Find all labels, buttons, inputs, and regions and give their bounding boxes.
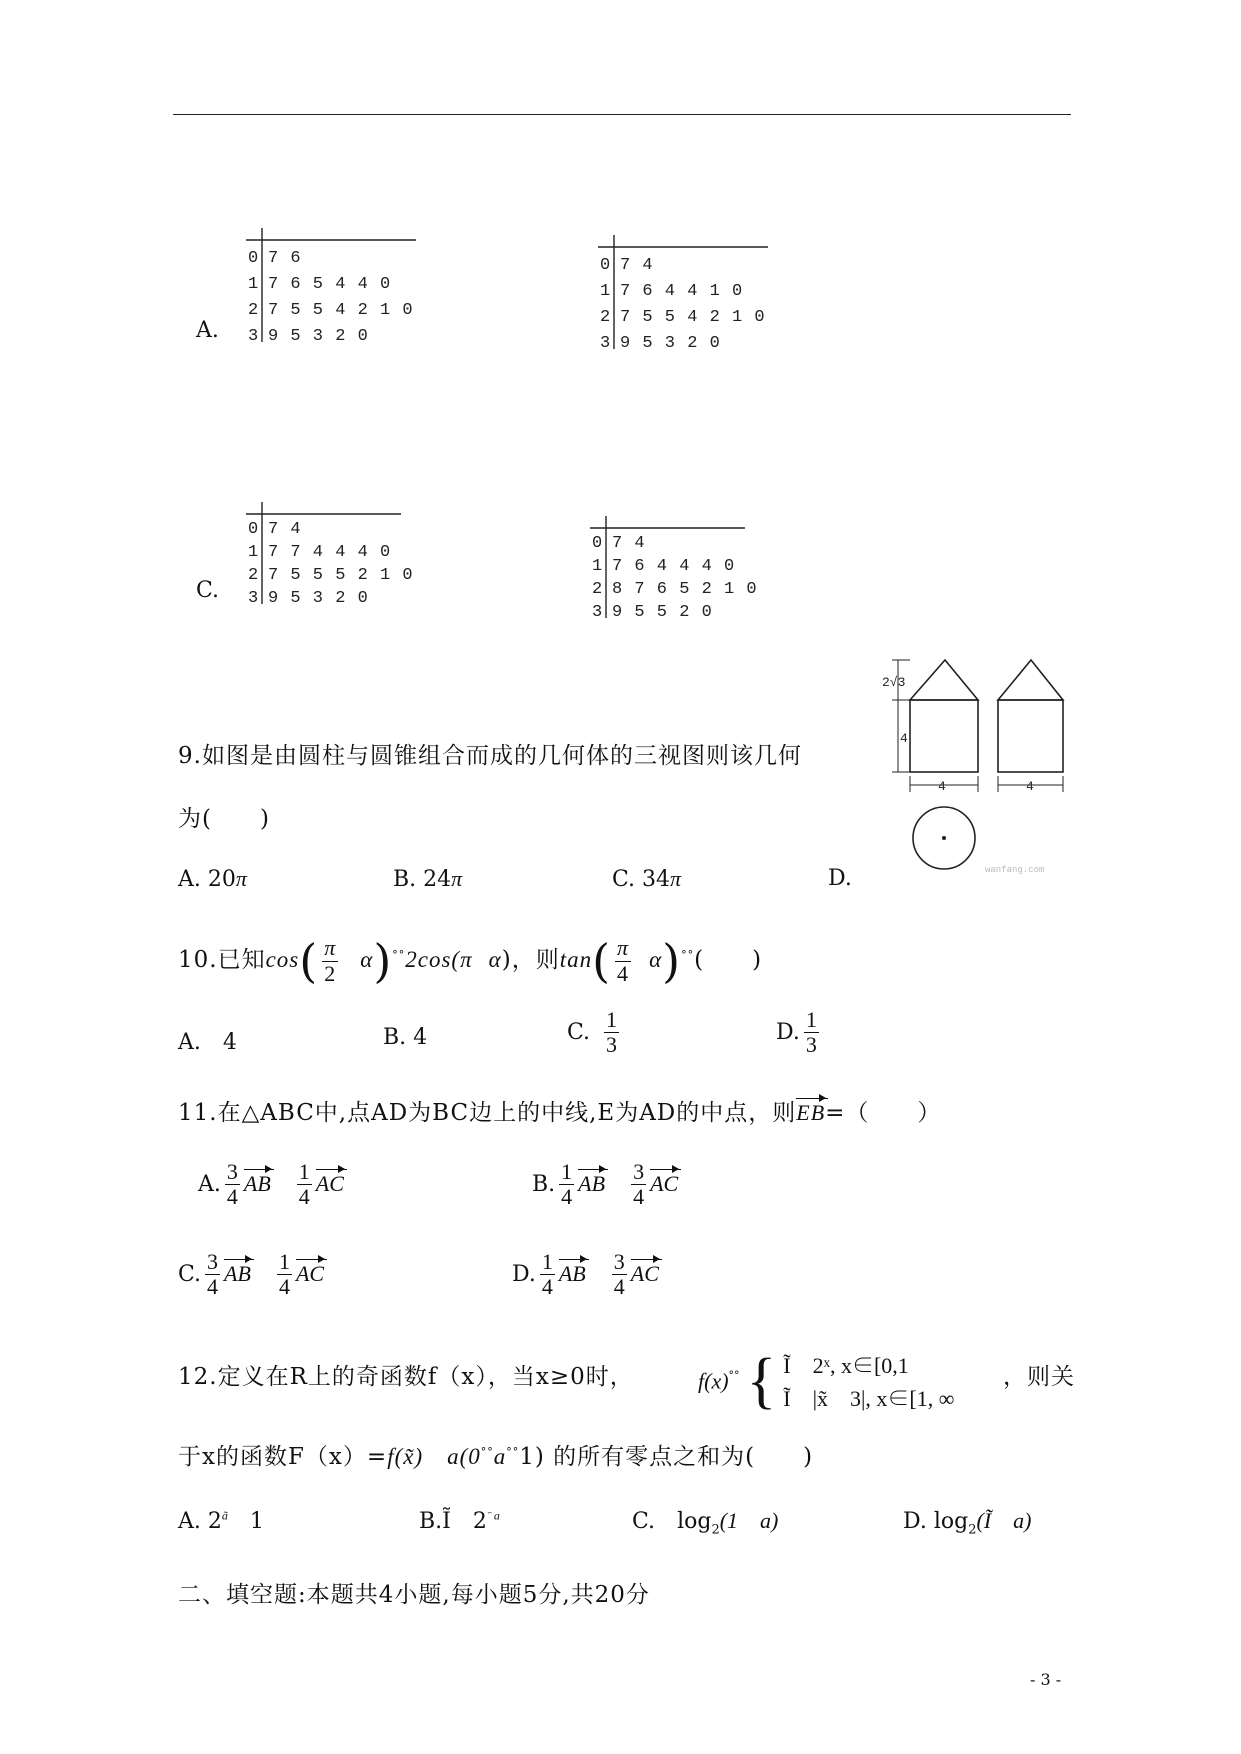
q10-option-b: B. 4 xyxy=(383,1025,428,1050)
leaf-values: 9 5 3 2 0 xyxy=(620,334,721,353)
q9-stem: 9.如图是由圆柱与圆锥组合而成的几何体的三视图则该几何 xyxy=(178,743,802,769)
leaf-values: 7 7 4 4 4 0 xyxy=(268,543,392,562)
stem-value: 3 xyxy=(592,603,604,622)
q9-three-view-figure xyxy=(880,650,1080,880)
q12-piecewise: f(x)°° { Ĩ 2ˣ, x∈[0,1 Ĩ |x̃ 3|, x∈[1, ∞ xyxy=(698,1347,955,1415)
stem-value: 2 xyxy=(592,580,604,599)
q11-stem: 11.在△ABC中,点AD为BC边上的中线,E为AD的中点，则EB=（ ） xyxy=(178,1100,942,1126)
stem-value: 3 xyxy=(600,334,612,353)
q10-option-a: A. 4 xyxy=(178,1030,237,1055)
stem-value: 2 xyxy=(600,308,612,327)
leaf-values: 7 4 xyxy=(620,256,654,275)
q9-fig-watermark: wanfang.com xyxy=(985,865,1045,875)
stem-value: 0 xyxy=(248,520,260,539)
stem-value: 0 xyxy=(600,256,612,275)
stem-value: 1 xyxy=(592,557,604,576)
header-rule xyxy=(173,114,1071,115)
stem-value: 1 xyxy=(248,275,260,294)
stem-value: 2 xyxy=(248,301,260,320)
leaf-values: 7 5 5 4 2 1 0 xyxy=(620,308,766,327)
q8-option-c-stemplot xyxy=(246,502,426,612)
section-2-heading: 二、填空题:本题共4小题,每小题5分,共20分 xyxy=(178,1582,650,1608)
q11-option-b: B. $\frac{1}{4}$ AB $\frac{3}{4}$ AC xyxy=(532,1159,679,1210)
leaf-values: 7 6 xyxy=(268,249,302,268)
q12-option-a: A. $2^ã$ 1 xyxy=(178,1508,264,1534)
stem-value: 1 xyxy=(600,282,612,301)
q11-option-c: C. $\frac{3}{4}$ AB $\frac{1}{4}$ AC xyxy=(178,1249,325,1300)
q8-option-d-stemplot xyxy=(590,516,770,626)
q11-option-d: D. $\frac{1}{4}$ AB $\frac{3}{4}$ AC xyxy=(512,1249,659,1300)
stem-value: 3 xyxy=(248,589,260,608)
q9-fig-cyl-height: 4 xyxy=(900,731,908,746)
q12-stem-tail: ，则关 xyxy=(1003,1364,1075,1390)
stem-value: 1 xyxy=(248,543,260,562)
q8-option-a-label: A. xyxy=(196,318,219,343)
leaf-values: 7 6 4 4 1 0 xyxy=(620,282,744,301)
leaf-values: 7 4 xyxy=(612,534,646,553)
q10-stem: 10.已知cos( $\frac{\pi}{2}$ α)°°2cos(π α)，则tan( $\frac{\pi}{4}$ α)°°( ) xyxy=(178,934,763,988)
q9-option-d: D. xyxy=(828,866,852,891)
q9-stem-cont: 为( ) xyxy=(178,806,270,832)
leaf-values: 9 5 3 2 0 xyxy=(268,589,369,608)
q12-stem: 12.定义在R上的奇函数f（x），当x≥0时， xyxy=(178,1364,634,1390)
q11-option-a: A. $\frac{3}{4}$ AB $\frac{1}{4}$ AC xyxy=(198,1159,344,1210)
q9-option-b: B. 24π xyxy=(393,866,463,892)
q9-fig-cone-height: 2√3 xyxy=(882,675,906,690)
q10-option-c: C. $\frac{1}{3}$ xyxy=(567,1007,618,1058)
q8-option-a-stemplot xyxy=(246,228,426,348)
q8-option-b-stemplot xyxy=(598,235,778,355)
leaf-values: 9 5 3 2 0 xyxy=(268,327,369,346)
leaf-values: 7 6 5 4 4 0 xyxy=(268,275,392,294)
q10-option-d: D. $\frac{1}{3}$ xyxy=(776,1007,817,1058)
stem-value: 0 xyxy=(248,249,260,268)
q12-option-c: C. $\log_2(1$ a) xyxy=(632,1508,779,1538)
q12-option-d: D. $\log_2(Ĩ$ a) xyxy=(903,1508,1032,1538)
stem-value: 0 xyxy=(592,534,604,553)
leaf-values: 7 4 xyxy=(268,520,302,539)
stem-value: 2 xyxy=(248,566,260,585)
q9-option-a: A. 20π xyxy=(178,866,247,892)
leaf-values: 9 5 5 2 0 xyxy=(612,603,713,622)
q12-stem-line2: 于x的函数F（x）=f(x̃) a(0°°a°°1) 的所有零点之和为( ) xyxy=(178,1444,814,1470)
q12-option-b: B.Ĩ $2^{ˉ a}$ xyxy=(419,1508,500,1534)
q8-option-c-label: C. xyxy=(196,578,220,603)
q9-option-c: C. 34π xyxy=(612,866,682,892)
page-number: - 3 - xyxy=(1030,1670,1062,1689)
q9-fig-width-2: 4 xyxy=(1026,779,1034,794)
q9-fig-width-1: 4 xyxy=(938,779,946,794)
stem-value: 3 xyxy=(248,327,260,346)
leaf-values: 7 5 5 5 2 1 0 xyxy=(268,566,414,585)
leaf-values: 7 6 4 4 4 0 xyxy=(612,557,736,576)
leaf-values: 7 5 5 4 2 1 0 xyxy=(268,301,414,320)
leaf-values: 8 7 6 5 2 1 0 xyxy=(612,580,758,599)
